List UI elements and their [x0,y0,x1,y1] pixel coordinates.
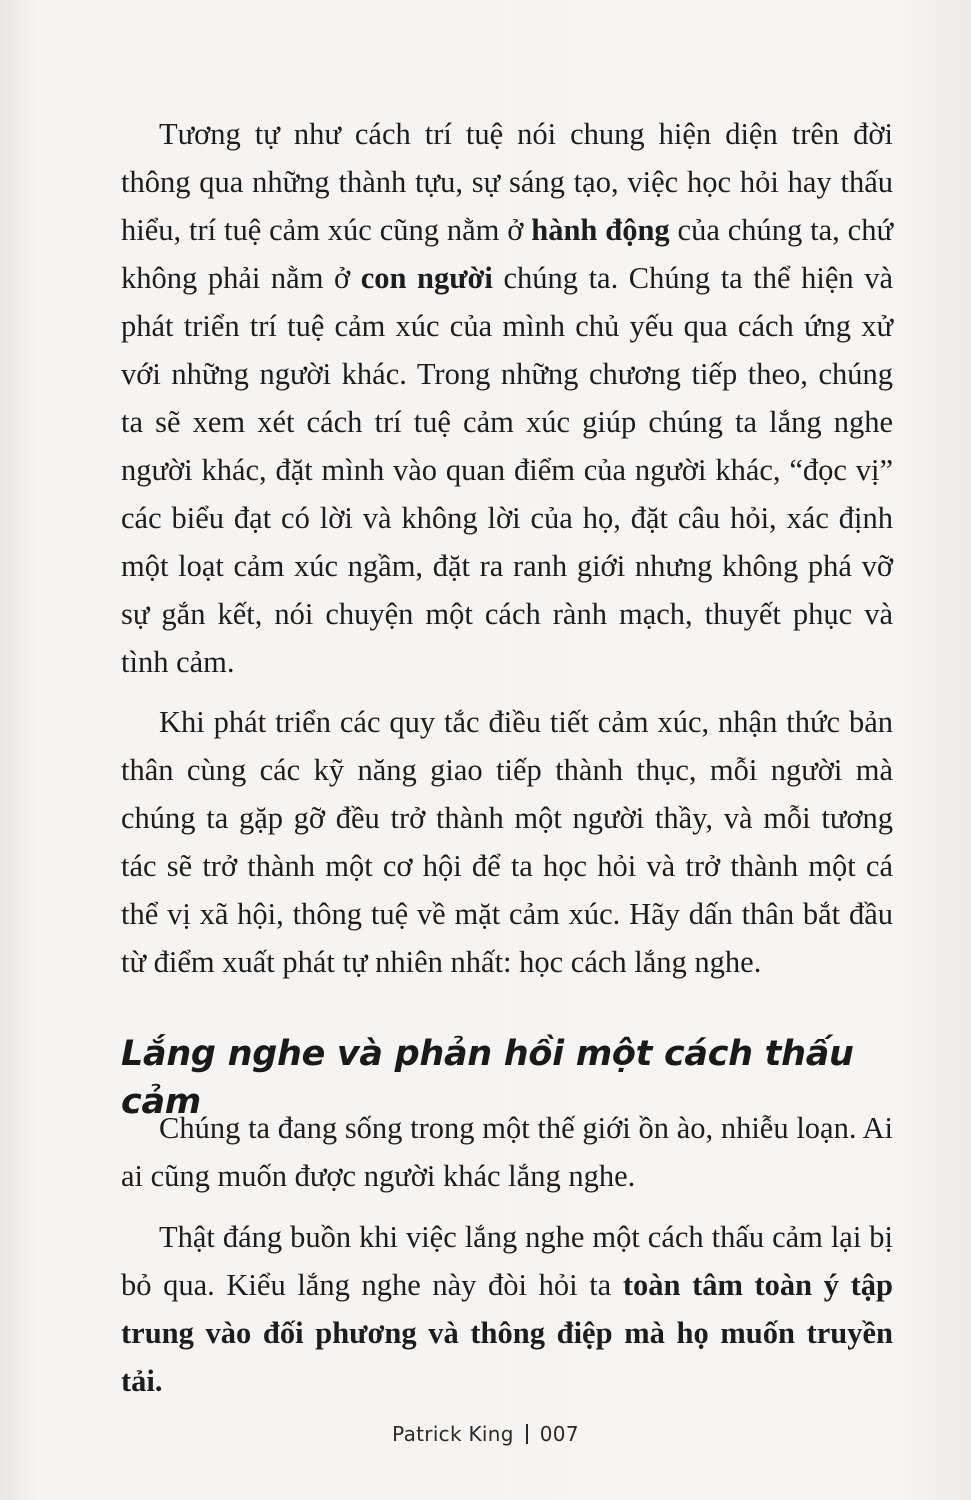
body-paragraph-3: Chúng ta đang sống trong một thế giới ồn ào, nhiễu loạn. Ai ai cũng muốn được người khác lắng nghe. [121,1111,893,1193]
body-paragraph-1 [121,110,893,686]
paragraph-text: chúng ta. Chúng ta thể hiện và phát triển trí tuệ cảm xúc của mình chủ yếu qua cách ứng xử với những người khác. Trong những chương tiếp theo, chúng ta sẽ xem xét cách trí tuệ cảm xúc giúp chúng ta lắng nghe người khác, đặt mình vào quan điểm của người khác, “đọc vị” các biểu đạt có lời và không lời của họ, đặt câu hỏi, xác định một loạt cảm xúc ngầm, đặt ra ranh giới nhưng không phá vỡ sự gắn kết, nói chuyện một cách rành mạch, thuyết phục và tình cảm. [121,261,893,679]
bold-phrase: toàn tâm toàn ý tập trung vào đối phương và thông điệp mà họ muốn truyền tải. [121,1268,894,1398]
body-paragraph-2: Khi phát triển các quy tắc điều tiết cảm xúc, nhận thức bản thân cùng các kỹ năng giao tiếp thành thục, mỗi người mà chúng ta gặp gỡ đều trở thành một người thầy, và mỗi tương tác sẽ trở thành một cơ hội để ta học hỏi và trở thành một cá thể vị xã hội, thông tuệ về mặt cảm xúc. Hãy dấn thân bắt đầu từ điểm xuất phát tự nhiên nhất: học cách lắng nghe. [121,705,893,979]
section-heading: Lắng nghe và phản hồi một cách thấu cảm [121,1034,854,1122]
footer-author: Patrick King [392,1422,514,1446]
bold-phrase: hành động [531,213,670,247]
bold-phrase: con người [360,261,493,295]
page-footer [0,1422,971,1446]
paragraph-text: Thật đáng buồn khi việc lắng nghe một cách thấu cảm lại bị bỏ qua. Kiểu lắng nghe này đòi hỏi ta [121,1220,893,1302]
footer-separator [526,1424,528,1444]
paragraph-text: của chúng ta, chứ không phải nằm ở [121,213,893,295]
page-number: 007 [539,1422,579,1446]
body-paragraph-4 [121,1213,893,1405]
paragraph-text: Tương tự như cách trí tuệ nói chung hiện diện trên đời thông qua những thành tựu, sự sáng tạo, việc học hỏi hay thấu hiểu, trí tuệ cảm xúc cũng nằm ở [121,117,893,247]
